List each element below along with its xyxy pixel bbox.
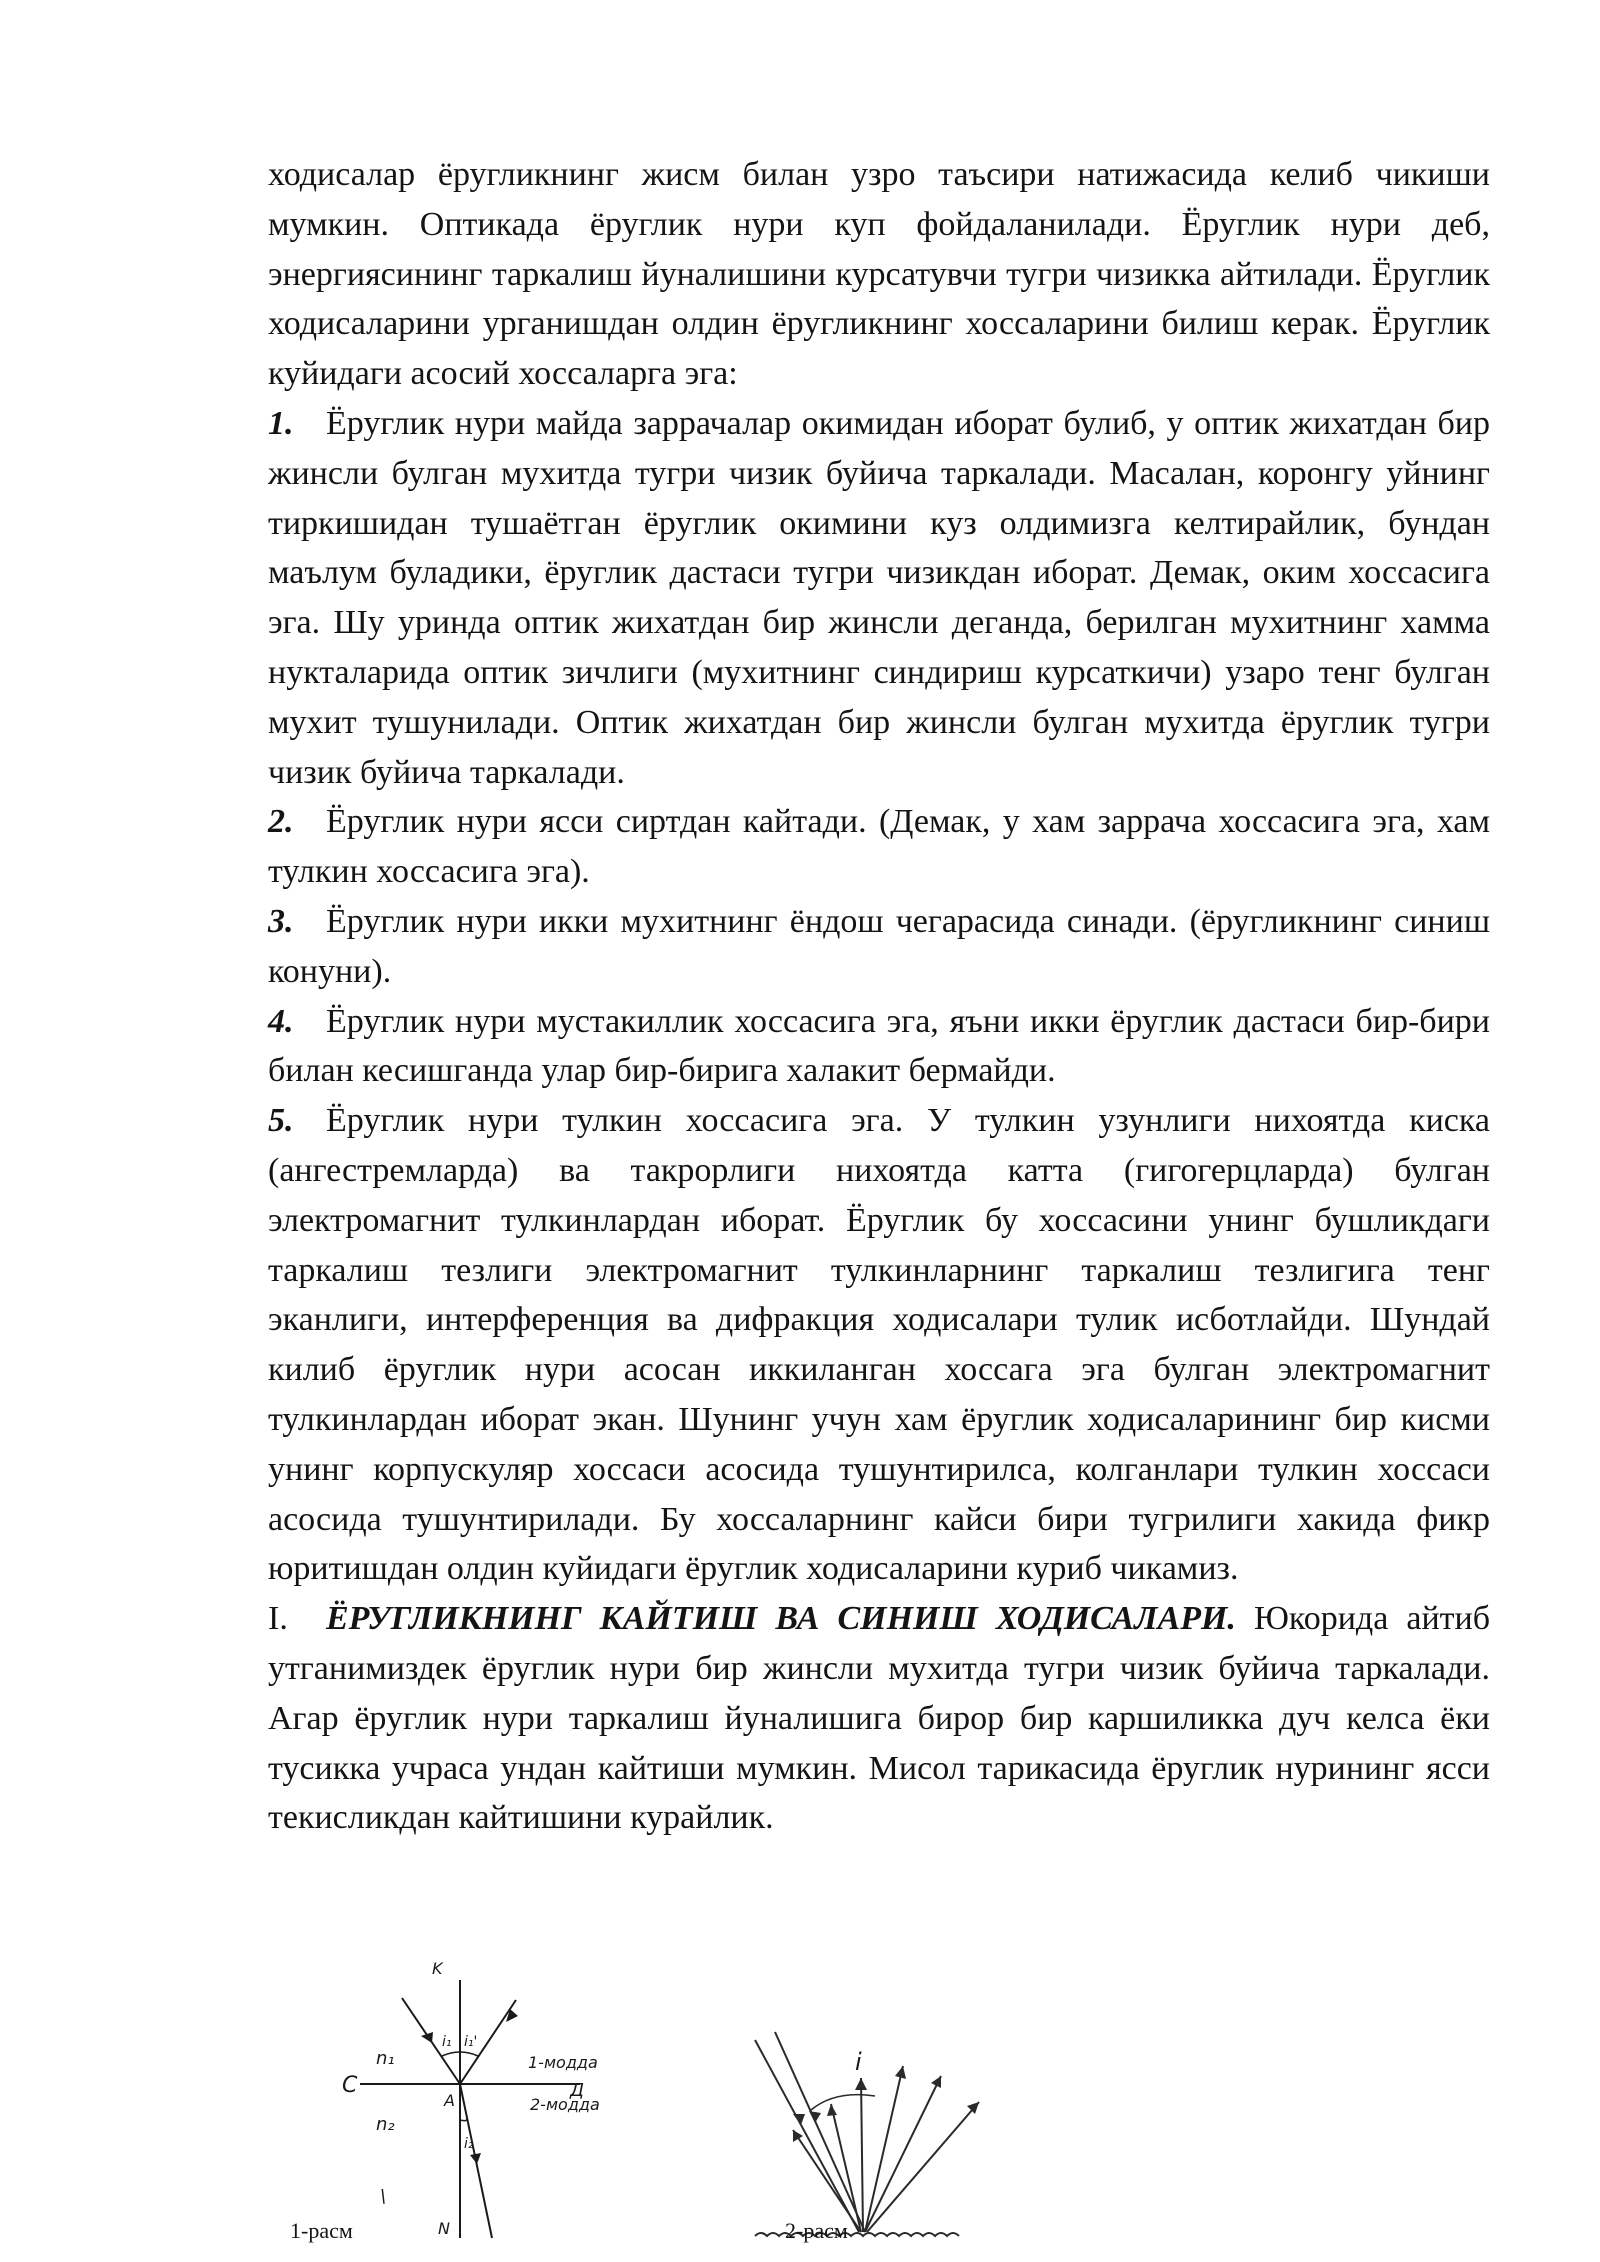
angle-arc [811, 2095, 875, 2110]
scattered-ray-3 [861, 2078, 863, 2232]
figure-reflection-refraction [320, 1950, 620, 2240]
intro-paragraph: ходисалар ёругликнинг жисм билан узро таъсири натижасида келиб чикиши мумкин. Оптикада ёруглик нури куп фойдаланилади. Ёруглик нури деб, энергиясининг таркалиш йуналишини курсатувчи тугри чизикка айтилади. Ёруглик ходисаларини урганишдан олдин ёругликнинг хоссаларини билиш керак. Ёруглик куйидаги асосий хоссаларга эга: [268, 156, 1490, 393]
label-n1: n₁ [376, 2048, 395, 2069]
list-item-3 [268, 897, 1490, 997]
figure-diffuse-reflection [735, 2010, 995, 2250]
incident-arrow-1 [793, 2114, 805, 2125]
label-medium-1: 1-модда [528, 2053, 598, 2072]
label-a: A [444, 2091, 455, 2110]
scatter-arrow-4 [895, 2066, 906, 2079]
item-number: 2. [268, 803, 294, 841]
scattered-ray-4 [865, 2066, 903, 2232]
label-i1-prime: i₁' [464, 2034, 478, 2050]
body-text [268, 150, 1490, 1843]
item-number: 1. [268, 404, 294, 442]
item-number: 3. [268, 902, 294, 940]
figure-2-drawing [735, 2010, 995, 2250]
label-d: Д [570, 2080, 585, 2101]
label-c: C [342, 2073, 358, 2098]
incident-ray-1 [755, 2040, 859, 2232]
item-text: Ёруглик нури тулкин хоссасига эга. У тулкин узунлиги нихоятда киска (ангестремларда) ва такрорлиги нихоятда катта (гигогерцларда) булган электромагнит тулкинлардан иборат. Ёруглик бу хоссасини унинг бушликдаги таркалиш тезлиги электромагнит тулкинларнинг таркалиш тезлигига тенг эканлиги, интерференция ва дифракция ходисалари тулик исботлайди. Шундай килиб ёруглик нури асосан иккиланган хоссага эга булган электромагнит тулкинлардан иборат экан. Шунинг учун хам ёруглик ходисаларининг бир кисми унинг корпускуляр хоссаси асосида тушунтирилса, колганлари тулкин хоссаси асосида тушунтирилади. Бу хоссаларнинг кайси бири тугрилиги хакида фикр юритишдан олдин куйидаги ёруглик ходисаларини куриб чикамиз. [268, 1102, 1490, 1588]
angle-arc-refracted [460, 2118, 467, 2121]
incident-arrow-2 [809, 2111, 821, 2123]
label-i1: i₁ [442, 2034, 452, 2050]
label-n2: n₂ [376, 2114, 395, 2135]
item-text: Ёруглик нури майда заррачалар окимидан иборат булиб, у оптик жихатдан бир жинсли булган мухитда тугри чизик буйича таркалади. Масалан, коронгу уйнинг тиркишидан тушаётган ёруглик окимини куз олдимизга келтирайлик, бундан маълум буладики, ёруглик дастаси тугри чизикдан иборат. Демак, оким хоссасига эга. Шу уринда оптик жихатдан бир жинсли деганда, берилган мухитнинг хамма нукталарида оптик зичлиги (мухитнинг синдириш курсаткичи) узаро тенг булган мухит тушунилади. Оптик жихатдан бир жинсли булган мухитда ёруглик тугри чизик буйича таркалади. [268, 404, 1490, 791]
label-i: i [855, 2048, 862, 2076]
figure-1-caption: 1-расм [290, 2218, 353, 2243]
list-item-2 [268, 797, 1490, 897]
label-n: N [438, 2219, 450, 2238]
scatter-arrow-3 [855, 2078, 867, 2090]
item-text: Ёруглик нури ясси сиртдан кайтади. (Демак, у хам заррача хоссасига эга, хам тулкин хоссасига эга). [268, 803, 1490, 891]
scatter-arrow-1 [793, 2130, 803, 2142]
section-paragraph [268, 1594, 1490, 1843]
stray-mark: \ [380, 2186, 387, 2207]
item-text: Ёруглик нури икки мухитнинг ёндош чегарасида синади. (ёругликнинг синиш конуни). [268, 902, 1490, 990]
scattered-ray-6 [867, 2102, 979, 2232]
scatter-arrow-6 [967, 2102, 979, 2114]
list-item-5 [268, 1096, 1490, 1594]
item-number: 4. [268, 1002, 294, 1040]
label-k: K [432, 1959, 443, 1978]
scattered-ray-5 [865, 2076, 941, 2232]
incident-ray-2 [775, 2032, 865, 2232]
item-number: 5. [268, 1102, 294, 1140]
label-medium-2: 2-модда [530, 2095, 600, 2114]
item-text: Ёруглик нури мустакиллик хоссасига эга, яъни икки ёруглик дастаси бир-бири билан кесишганда улар бир-бирига халакит бермайди. [268, 1002, 1490, 1090]
section-title: ЁРУГЛИКНИНГ КАЙТИШ ВА СИНИШ ХОДИСАЛАРИ. [326, 1600, 1236, 1638]
list-item-4 [268, 997, 1490, 1097]
figure-1-drawing [320, 1950, 620, 2240]
section-number: I. [268, 1600, 288, 1638]
figure-2-caption: 2-расм [785, 2218, 848, 2243]
section-text: Юкорида айтиб утганимиздек ёруглик нури бир жинсли мухитда тугри чизик буйича таркалади. Агар ёруглик нури таркалиш йуналишига бирор бир каршиликка дуч келса ёки тусикка учраса ундан кайтиши мумкин. Мисол тарикасида ёруглик нурининг ясси текисликдан кайтишини курайлик. [268, 1600, 1490, 1837]
list-item-1 [268, 399, 1490, 797]
label-i2: i₂ [464, 2136, 474, 2152]
